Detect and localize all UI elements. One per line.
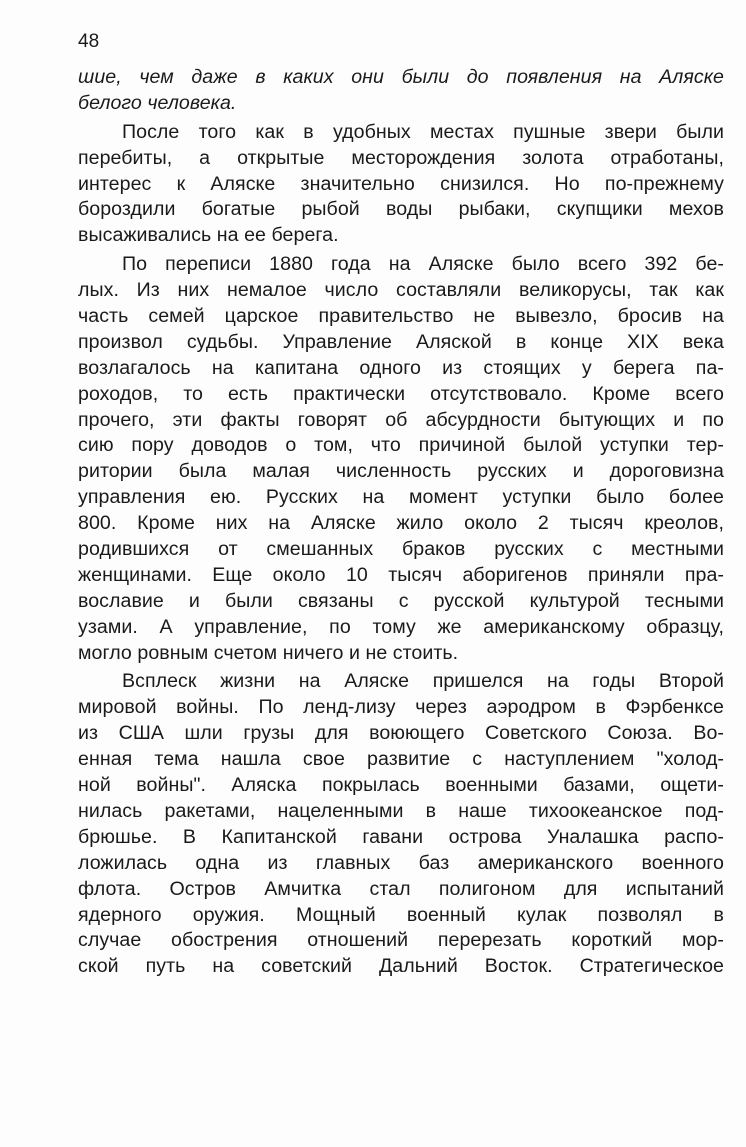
page-number: 48 xyxy=(78,31,100,52)
text-line: узами. А управление, по тому же американскому образцу, xyxy=(78,615,724,638)
text-line: После того как в удобных местах пушные звери были xyxy=(122,120,724,143)
text-line: шие, чем даже в каких они были до появления на Аляске xyxy=(78,66,724,88)
text-line: интерес к Аляске значительно снизился. Но по-прежнему xyxy=(78,172,724,195)
text-line: лых. Из них немалое число составляли великорусы, так как xyxy=(78,279,724,302)
text-line: из США шли грузы для воюющего Советского Союза. Во- xyxy=(78,722,724,745)
text-line: часть семей царское правительство не вывезло, бросив на xyxy=(78,305,724,328)
text-line: По переписи 1880 года на Аляске было всего 392 бе- xyxy=(122,253,724,276)
text-line: управления ею. Русских на момент уступки было более xyxy=(78,486,724,509)
text-line: 800. Кроме них на Аляске жило около 2 тысяч креолов, xyxy=(78,512,724,535)
text-line: ложилась одна из главных баз американского военного xyxy=(78,851,724,874)
text-line: белого человека. xyxy=(78,91,237,114)
text-line: женщинами. Еще около 10 тысяч аборигенов приняли пра- xyxy=(78,563,724,586)
text-line: ской путь на советский Дальний Восток. Стратегическое xyxy=(78,955,724,978)
text-line: енная тема нашла свое развитие с наступлением "холод- xyxy=(78,748,724,771)
text-line: прочего, эти факты говорят об абсурдности бытующих и по xyxy=(78,408,724,431)
text-line: произвол судьбы. Управление Аляской в конце XIX века xyxy=(78,330,724,353)
text-line: флота. Остров Амчитка стал полигоном для испытаний xyxy=(78,877,724,900)
text-line: родившихся от смешанных браков русских с местными xyxy=(78,538,724,561)
text-line: брюшье. В Капитанской гавани острова Уналашка распо- xyxy=(78,825,724,848)
text-line: Всплеск жизни на Аляске пришелся на годы Второй xyxy=(122,670,724,693)
text-line: возлагалось на капитана одного из стоящих у берега па- xyxy=(78,356,724,379)
text-line: перебиты, а открытые месторождения золота отработаны, xyxy=(78,146,724,169)
text-line: сию пору доводов о том, что причиной былой уступки тер- xyxy=(78,434,724,457)
text-line: вославие и были связаны с русской культурой тесными xyxy=(78,589,724,612)
text-line: случае обострения отношений перерезать короткий мор- xyxy=(78,929,724,952)
text-line: могло ровным счетом ничего и не стоить. xyxy=(78,641,459,664)
body-text xyxy=(78,65,724,980)
text-line: роходов, то есть практически отсутствовало. Кроме всего xyxy=(78,382,724,405)
text-line: ной войны". Аляска покрылась военными базами, ощети- xyxy=(78,774,724,797)
text-line: ядерного оружия. Мощный военный кулак позволял в xyxy=(78,903,724,926)
text-line: ритории была малая численность русских и дороговизна xyxy=(78,460,724,483)
text-line: нилась ракетами, нацеленными в наше тихоокеанское под- xyxy=(78,799,724,822)
text-line: высаживались на ее берега. xyxy=(78,224,339,247)
text-line: мировой войны. По ленд-лизу через аэродром в Фэрбенксе xyxy=(78,696,724,719)
text-line: бороздили богатые рыбой воды рыбаки, скупщики мехов xyxy=(78,198,724,221)
